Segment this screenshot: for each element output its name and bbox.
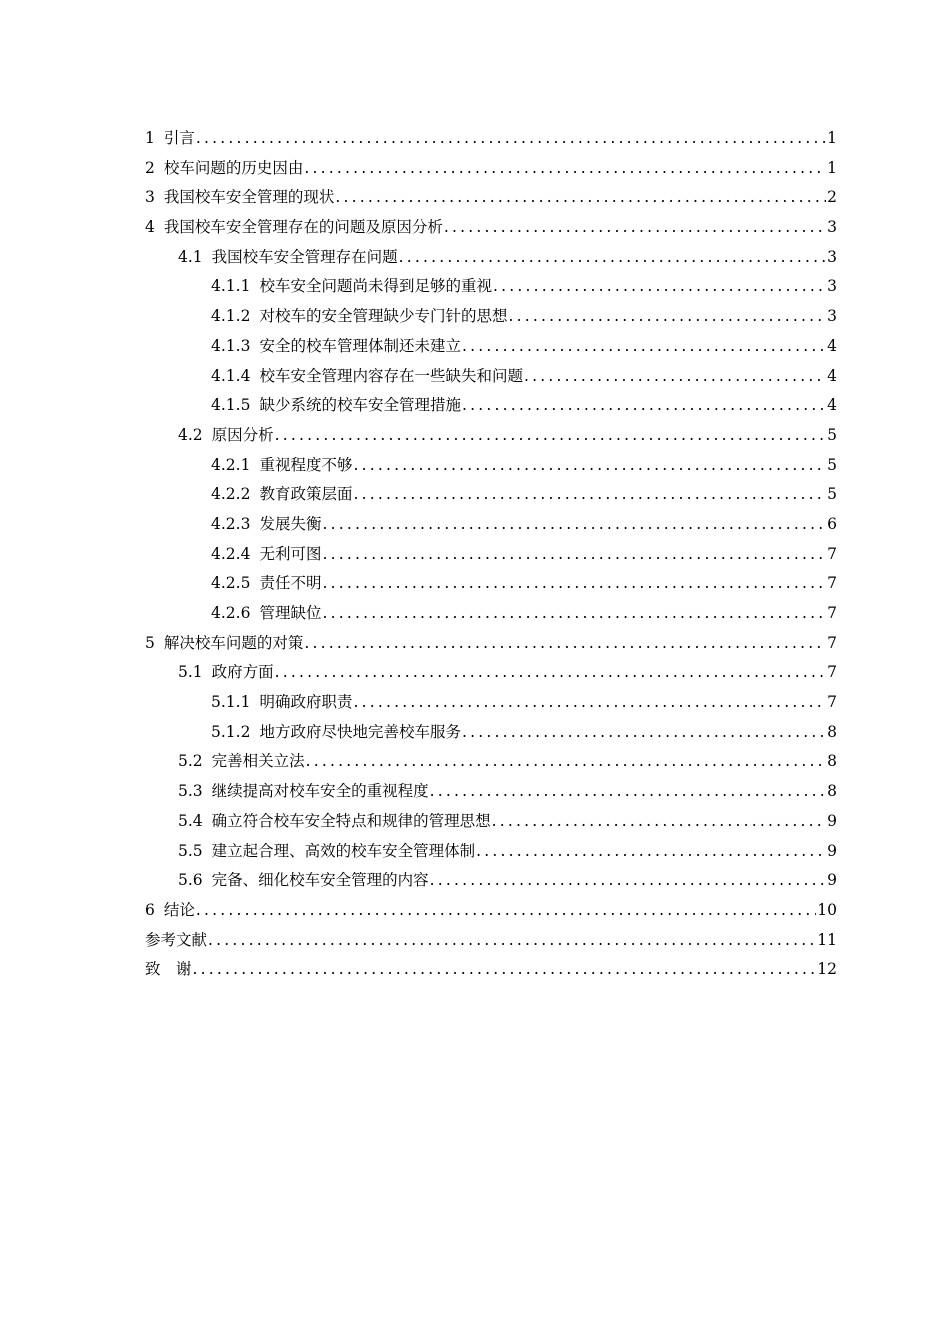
toc-entry-title: 明确政府职责 — [259, 693, 353, 712]
toc-entry-title: 我国校车安全管理存在的问题及原因分析 — [163, 218, 443, 237]
toc-entry-number: 5.1 — [178, 663, 203, 682]
toc-entry[interactable] — [145, 629, 837, 659]
toc-entry-title: 安全的校车管理体制还未建立 — [259, 336, 461, 355]
toc-entry-title: 建立起合理、高效的校车安全管理体制 — [211, 841, 476, 860]
toc-entry-title: 校车问题的历史因由 — [163, 158, 304, 177]
toc-entry[interactable] — [145, 896, 837, 926]
toc-dot-leader — [524, 362, 826, 392]
toc-entry-number: 4.1.5 — [211, 396, 251, 415]
toc-entry-number: 5 — [145, 633, 155, 652]
toc-dot-leader — [304, 154, 826, 184]
toc-entry-number: 4.2.6 — [211, 604, 251, 622]
toc-dot-leader — [208, 926, 816, 956]
table-of-contents — [145, 124, 837, 985]
toc-dot-leader — [462, 718, 826, 748]
toc-entry-title: 教育政策层面 — [259, 485, 353, 504]
toc-entry-number: 4.1.2 — [211, 307, 251, 326]
toc-entry-page-number: 5 — [827, 425, 837, 444]
toc-entry-title: 引言 — [163, 129, 195, 147]
toc-entry[interactable] — [145, 391, 837, 421]
toc-entry-page-number: 7 — [827, 544, 837, 563]
toc-entry-title: 完备、细化校车安全管理的内容 — [211, 871, 429, 890]
toc-dot-leader — [353, 688, 826, 718]
toc-entry-page-number: 2 — [827, 188, 837, 207]
toc-entry-title: 我国校车安全管理的现状 — [163, 188, 335, 207]
toc-entry[interactable] — [145, 569, 837, 599]
toc-entry[interactable] — [145, 955, 837, 985]
toc-entry-number: 4.1.4 — [211, 366, 251, 385]
toc-entry-page-number: 5 — [827, 485, 837, 504]
toc-entry-page-number: 7 — [827, 633, 837, 652]
toc-entry[interactable] — [145, 540, 837, 570]
toc-entry[interactable] — [145, 183, 837, 213]
toc-entry-title: 对校车的安全管理缺少专门针的思想 — [259, 307, 508, 326]
toc-dot-leader — [275, 421, 826, 451]
toc-entry-title: 重视程度不够 — [259, 455, 353, 474]
toc-entry-title: 政府方面 — [211, 663, 274, 682]
toc-entry-number: 4.2.4 — [211, 544, 251, 563]
toc-entry-title: 校车安全问题尚未得到足够的重视 — [259, 277, 492, 296]
toc-entry-page-number: 12 — [817, 960, 837, 979]
toc-entry[interactable] — [145, 688, 837, 718]
toc-entry-title: 校车安全管理内容存在一些缺失和问题 — [259, 366, 523, 385]
toc-entry[interactable] — [145, 451, 837, 481]
toc-dot-leader — [322, 569, 826, 599]
toc-dot-leader — [304, 629, 826, 659]
toc-entry-page-number: 8 — [827, 722, 837, 741]
toc-entry[interactable] — [145, 124, 837, 154]
toc-entry-number: 5.6 — [178, 871, 203, 890]
toc-entry-number: 4.2 — [178, 425, 203, 444]
toc-entry-number: 5.2 — [178, 752, 203, 771]
toc-entry[interactable] — [145, 362, 837, 392]
toc-entry[interactable] — [145, 718, 837, 748]
toc-entry[interactable] — [145, 599, 837, 629]
toc-entry-page-number: 9 — [827, 841, 837, 860]
toc-entry-page-number: 7 — [827, 663, 837, 682]
toc-dot-leader — [444, 213, 826, 243]
toc-entry-number: 4.1 — [178, 247, 203, 266]
toc-entry-page-number: 4 — [827, 336, 837, 355]
toc-entry[interactable] — [145, 272, 837, 302]
toc-entry-page-number: 3 — [827, 218, 837, 237]
toc-entry-title: 原因分析 — [211, 425, 274, 444]
toc-entry[interactable] — [145, 154, 837, 184]
toc-entry-page-number: 7 — [827, 574, 837, 593]
toc-entry-page-number: 1 — [827, 158, 837, 177]
toc-entry-page-number: 9 — [827, 811, 837, 830]
toc-entry-page-number: 4 — [827, 396, 837, 415]
toc-dot-leader — [462, 391, 826, 421]
toc-entry-number: 1 — [145, 129, 155, 147]
toc-entry-title: 我国校车安全管理存在问题 — [211, 247, 398, 266]
toc-entry-number: 4.2.1 — [211, 455, 251, 474]
toc-dot-leader — [430, 866, 826, 896]
toc-entry-number: 5.4 — [178, 811, 203, 830]
toc-entry-number: 2 — [145, 158, 155, 177]
toc-dot-leader — [196, 124, 826, 154]
toc-dot-leader — [193, 955, 817, 985]
toc-entry-title: 发展失衡 — [259, 514, 322, 533]
toc-dot-leader — [322, 599, 826, 629]
toc-dot-leader — [508, 302, 826, 332]
toc-entry[interactable] — [145, 807, 837, 837]
toc-dot-leader — [476, 837, 826, 867]
toc-entry-number: 4.1.1 — [211, 277, 251, 296]
toc-dot-leader — [322, 510, 826, 540]
toc-entry-page-number: 3 — [827, 247, 837, 266]
toc-entry[interactable] — [145, 332, 837, 362]
toc-dot-leader — [196, 896, 816, 926]
toc-dot-leader — [353, 480, 826, 510]
toc-entry-title: 确立符合校车安全特点和规律的管理思想 — [211, 811, 491, 830]
toc-entry[interactable] — [145, 421, 837, 451]
toc-entry[interactable] — [145, 658, 837, 688]
toc-entry-page-number: 5 — [827, 455, 837, 474]
toc-dot-leader — [306, 747, 826, 777]
toc-entry[interactable] — [145, 302, 837, 332]
toc-entry[interactable] — [145, 777, 837, 807]
toc-entry-title: 结论 — [163, 900, 195, 919]
toc-entry-page-number: 8 — [827, 782, 837, 801]
toc-dot-leader — [275, 658, 826, 688]
toc-dot-leader — [492, 807, 826, 837]
toc-entry[interactable] — [145, 243, 837, 273]
toc-entry-page-number: 8 — [827, 752, 837, 771]
toc-entry-page-number: 10 — [817, 900, 837, 919]
toc-entry-title: 参考文献 — [145, 930, 208, 949]
toc-entry-page-number: 1 — [827, 129, 837, 147]
toc-entry-page-number: 11 — [817, 930, 837, 949]
toc-entry[interactable] — [145, 837, 837, 867]
toc-entry-number: 4.2.5 — [211, 574, 251, 593]
toc-dot-leader — [353, 451, 826, 481]
toc-entry-number: 5.5 — [178, 841, 203, 860]
toc-entry-page-number: 7 — [827, 604, 837, 622]
toc-entry-title: 完善相关立法 — [211, 752, 305, 771]
toc-dot-leader — [462, 332, 826, 362]
toc-entry-title: 解决校车问题的对策 — [163, 633, 304, 652]
toc-entry-page-number: 9 — [827, 871, 837, 890]
toc-entry[interactable] — [145, 747, 837, 777]
toc-entry-page-number: 3 — [827, 277, 837, 296]
toc-entry-title: 缺少系统的校车安全管理措施 — [259, 396, 461, 415]
toc-dot-leader — [493, 272, 826, 302]
toc-entry-title: 地方政府尽快地完善校车服务 — [259, 722, 461, 741]
toc-entry-number: 4.1.3 — [211, 336, 251, 355]
toc-entry[interactable] — [145, 866, 837, 896]
toc-entry-number: 5.1.1 — [211, 693, 251, 712]
toc-entry-page-number: 7 — [827, 693, 837, 712]
toc-dot-leader — [430, 777, 826, 807]
toc-entry[interactable] — [145, 510, 837, 540]
toc-entry-number: 6 — [145, 900, 155, 919]
toc-entry-number: 5.1.2 — [211, 722, 251, 741]
toc-entry-number: 4 — [145, 218, 155, 237]
toc-entry-page-number: 3 — [827, 307, 837, 326]
toc-entry-number: 5.3 — [178, 782, 203, 801]
toc-entry-title: 无利可图 — [259, 544, 322, 563]
toc-dot-leader — [399, 243, 826, 273]
toc-dot-leader — [335, 183, 826, 213]
toc-entry-title: 致 谢 — [145, 960, 192, 979]
toc-entry-number: 4.2.3 — [211, 514, 251, 533]
toc-entry[interactable] — [145, 480, 837, 510]
toc-dot-leader — [322, 540, 826, 570]
toc-entry-title: 继续提高对校车安全的重视程度 — [211, 782, 429, 801]
toc-entry-title: 管理缺位 — [259, 604, 322, 622]
toc-entry[interactable] — [145, 926, 837, 956]
toc-entry-title: 责任不明 — [259, 574, 322, 593]
toc-entry-page-number: 4 — [827, 366, 837, 385]
toc-entry[interactable] — [145, 213, 837, 243]
toc-entry-number: 4.2.2 — [211, 485, 251, 504]
toc-entry-page-number: 6 — [827, 514, 837, 533]
toc-entry-number: 3 — [145, 188, 155, 207]
